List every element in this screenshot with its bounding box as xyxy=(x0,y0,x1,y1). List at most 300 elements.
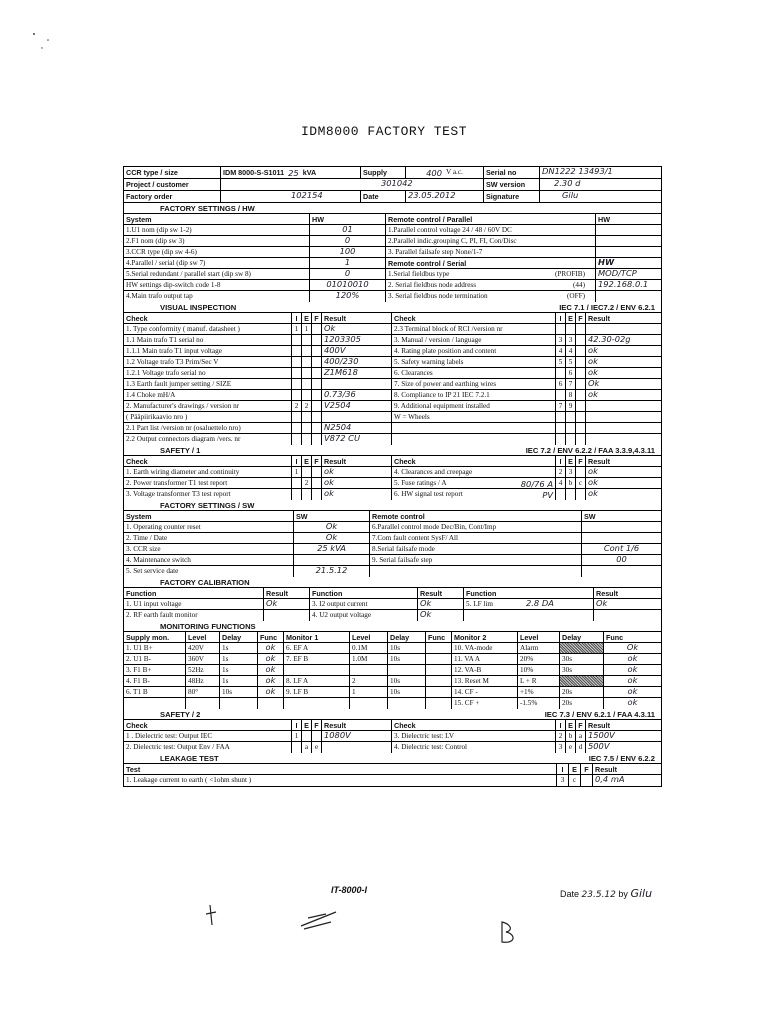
system-setting: 2.F1 nom (dip sw 3) xyxy=(124,236,310,246)
vis-f-2 xyxy=(576,346,586,356)
vis-e: 2 xyxy=(302,401,312,411)
vis-check-2: 7. Size of power and earthing wires xyxy=(392,379,556,389)
serial-value: DN1222 13493/1 xyxy=(542,167,613,176)
vis-result: 400V xyxy=(322,346,392,356)
mon-cell: 3. F1 B+ xyxy=(124,665,186,675)
mon-cell: 1s xyxy=(220,654,258,664)
saf1-i: 1 xyxy=(292,467,302,477)
vis-i-2 xyxy=(556,412,566,422)
signature-label: Signature xyxy=(484,191,540,202)
saf2-result: 1080V xyxy=(322,731,392,741)
leak-row xyxy=(124,775,661,786)
col-e: E xyxy=(569,764,581,774)
mon-cell: 2 xyxy=(350,676,388,686)
section-title: MONITORING FUNCTIONS xyxy=(160,621,256,631)
mon-cell: ok xyxy=(627,676,638,685)
mon-cell: 10s xyxy=(388,676,426,686)
sw-system: 4. Maintenance switch xyxy=(124,555,294,565)
col-e: E xyxy=(302,720,312,730)
function-2: 3. I2 output current xyxy=(310,599,418,609)
scribble-b xyxy=(496,918,526,948)
mon-cell: 30s xyxy=(560,665,604,675)
mon-cell: 420V xyxy=(186,643,220,653)
mon-cell: 20s xyxy=(560,687,604,697)
ccr-label: CCR type / size xyxy=(124,167,221,178)
vis-f xyxy=(312,401,322,411)
remote-hw-value: HW xyxy=(598,258,615,267)
vis-e-2: 5 xyxy=(566,357,576,367)
col-hw2: HW xyxy=(598,214,610,224)
mon-cell: 360V xyxy=(186,654,220,664)
system-setting: 5.Serial redundant / parallel start (dip sw 8) xyxy=(124,269,310,279)
col-check: Check xyxy=(392,313,556,323)
col-check: Check xyxy=(124,313,292,323)
saf1-result-2: ok xyxy=(588,478,598,487)
col-result: Result xyxy=(588,313,610,323)
saf1-i xyxy=(292,478,302,488)
section-title: SAFETY / 1 xyxy=(160,445,201,455)
leak-i: 3 xyxy=(557,775,569,786)
col-f: F xyxy=(312,313,322,323)
vis-row xyxy=(124,335,661,346)
saf1-i-2: 2 xyxy=(556,467,566,477)
remote-setting-label: 1.Parallel control voltage 24 / 48 / 60V DC xyxy=(388,225,512,234)
col-supply-mon-: Supply mon. xyxy=(124,632,186,642)
col-test: Test xyxy=(124,764,557,774)
vis-e-2 xyxy=(566,423,576,433)
col-system: System xyxy=(124,511,294,521)
vis-i xyxy=(292,379,302,389)
saf2-check: 1 . Dielectric test: Output IEC xyxy=(124,731,292,741)
sw-remote-value xyxy=(582,533,661,543)
vis-check: 1. Type conformity ( manuf. datasheet ) xyxy=(124,324,292,334)
sw-system: 3. CCR size xyxy=(124,544,294,554)
remote-setting xyxy=(386,280,596,290)
leak-f xyxy=(581,775,593,786)
saf2-result xyxy=(322,742,392,753)
vis-i-2 xyxy=(556,368,566,378)
mon-cell: ok xyxy=(258,687,284,697)
section-title: FACTORY CALIBRATION xyxy=(160,577,250,587)
remote-setting-note: (44) xyxy=(573,280,585,289)
mon-row xyxy=(124,643,661,654)
mon-header xyxy=(124,632,661,643)
mon-cell: 1s xyxy=(220,676,258,686)
vis-i-2: 6 xyxy=(556,379,566,389)
mon-cell xyxy=(350,698,388,709)
vis-f xyxy=(312,434,322,445)
mon-row xyxy=(124,665,661,676)
vis-row xyxy=(124,434,661,445)
saf1-result: ok xyxy=(322,489,392,500)
vis-i-2: 4 xyxy=(556,346,566,356)
vis-check: 2.2 Output connectors diagram /vers. nr xyxy=(124,434,292,445)
vis-row xyxy=(124,390,661,401)
col-e: E xyxy=(566,456,576,466)
sw-remote-value xyxy=(582,522,661,532)
mon-cell: ok xyxy=(627,654,638,663)
remote-setting xyxy=(386,291,596,302)
vis-check-2: 2.3 Terminal block of RCI /version nr xyxy=(392,324,556,334)
sw-remote: 8.Serial failsafe mode xyxy=(370,544,582,554)
system-setting: 4.Parallel / serial (dip sw 7) xyxy=(124,258,310,268)
col-result: Result xyxy=(595,764,617,774)
fs-hw-row xyxy=(124,258,661,269)
mon-cell: 10s xyxy=(220,687,258,697)
mon-cell: 1s xyxy=(220,643,258,653)
vis-result-2: Ok xyxy=(588,379,600,388)
mon-cell: 12. VA-B xyxy=(452,665,518,675)
saf2-check-2: 4. Dielectric test: Control xyxy=(392,742,556,753)
sw-version-value: 2.30 d xyxy=(554,179,581,188)
saf2-header xyxy=(124,720,661,731)
mon-cell: 10s xyxy=(388,687,426,697)
vis-result-2 xyxy=(586,401,661,411)
function-1: 2. RF earth fault monitor xyxy=(124,610,264,621)
mon-cell xyxy=(284,665,350,675)
supply-value: 400 xyxy=(426,167,442,178)
vis-f xyxy=(312,335,322,345)
sw-remote-value: Cont 1/6 xyxy=(603,544,640,553)
vis-f-2 xyxy=(576,379,586,389)
col-e: E xyxy=(566,720,576,730)
vis-i-2 xyxy=(556,434,566,445)
scribble-mark xyxy=(200,900,230,930)
mon-cell: 2. U1 B- xyxy=(124,654,186,664)
mon-cell: 13. Reset M xyxy=(452,676,518,686)
saf2-result-2: 500V xyxy=(588,742,610,751)
footer-date xyxy=(560,887,652,900)
remote-setting-label: 2. Serial fieldbus node address xyxy=(388,280,477,289)
fs-sw-row xyxy=(124,566,661,577)
saf2-e: a xyxy=(302,742,312,753)
vis-i xyxy=(292,423,302,433)
system-setting: 1.U1 nom (dip sw 1-2) xyxy=(124,225,310,235)
saf1-f-2 xyxy=(576,489,586,500)
col-level: Level xyxy=(186,632,220,642)
saf1-f xyxy=(312,478,322,488)
vis-result: Ok xyxy=(322,324,392,334)
col-e: E xyxy=(302,456,312,466)
remote-hw-value xyxy=(596,236,661,246)
vis-f-2 xyxy=(576,423,586,433)
mon-cell xyxy=(220,698,258,709)
mon-cell: 15. CF + xyxy=(452,698,518,709)
saf1-result: ok xyxy=(322,478,392,488)
vis-e-2 xyxy=(566,324,576,334)
vis-e-2: 8 xyxy=(566,390,576,400)
vis-f-2 xyxy=(576,434,586,445)
remote-hw-value xyxy=(596,247,661,257)
remote-hw-value xyxy=(596,291,661,302)
saf1-check-2 xyxy=(392,478,556,488)
sw-value xyxy=(294,555,370,565)
hw-value: 0 xyxy=(310,269,386,279)
section-title: VISUAL INSPECTION xyxy=(160,302,237,312)
ccr-cell xyxy=(221,167,361,178)
vis-result: Z1M618 xyxy=(322,368,392,378)
fs-hw-row xyxy=(124,247,661,258)
section-ref: IEC 7.2 / ENV 6.2.2 / FAA 3.3.9,4.3.11 xyxy=(525,445,655,455)
mon-cell xyxy=(560,676,604,686)
col-monitor-2: Monitor 2 xyxy=(452,632,518,642)
cal-row xyxy=(124,610,661,621)
section-ref: IEC 7.5 / ENV 6.2.2 xyxy=(588,753,655,763)
vis-check: 2.1 Part list /version nr (osaluettelo nro) xyxy=(124,423,292,433)
mon-cell: 10% xyxy=(518,665,560,675)
vis-e-2 xyxy=(566,412,576,422)
mon-cell xyxy=(426,687,452,697)
mon-cell: 6. T1 B xyxy=(124,687,186,697)
vis-result-2 xyxy=(586,423,661,433)
sw-value: 21.5.12 xyxy=(294,566,370,577)
vis-e xyxy=(302,346,312,356)
vis-result-2: ok xyxy=(588,357,598,366)
vis-result-2: ok xyxy=(588,368,598,377)
saf1-result-2: ok xyxy=(588,467,598,476)
fs-sw-row xyxy=(124,544,661,555)
sw-value: Ok xyxy=(294,533,370,543)
vis-row xyxy=(124,346,661,357)
vis-e-2: 4 xyxy=(566,346,576,356)
col-function: Function xyxy=(464,588,594,598)
hw-value: 120% xyxy=(310,291,386,302)
result-2: Ok xyxy=(418,599,464,609)
vis-check: 1.1 Main trafo T1 serial no xyxy=(124,335,292,345)
col-monitor-1: Monitor 1 xyxy=(284,632,350,642)
vis-i: 2 xyxy=(292,401,302,411)
vis-check-2: 5. Safety warning labels xyxy=(392,357,556,367)
mon-cell xyxy=(426,698,452,709)
saf2-e-2: b xyxy=(566,731,576,741)
mon-cell: -1.5% xyxy=(518,698,560,709)
footer-by-value: Gilu xyxy=(630,887,653,900)
vis-i xyxy=(292,434,302,445)
vis-e xyxy=(302,357,312,367)
scribble-signature xyxy=(296,904,346,934)
vis-check-2: W = Wheels xyxy=(392,412,556,422)
mon-cell xyxy=(350,665,388,675)
vis-row xyxy=(124,401,661,412)
col-delay: Delay xyxy=(220,632,258,642)
vis-e xyxy=(302,390,312,400)
saf2-e-2: e xyxy=(566,742,576,753)
vis-i-2: 5 xyxy=(556,357,566,367)
vis-i-2: 7 xyxy=(556,401,566,411)
section-title: SAFETY / 2 xyxy=(160,709,201,719)
sw-system: 2. Time / Date xyxy=(124,533,294,543)
mon-cell: ok xyxy=(258,643,284,653)
vis-e-2: 3 xyxy=(566,335,576,345)
project-label: Project / customer xyxy=(124,179,221,190)
mon-cell: ok xyxy=(627,665,638,674)
mon-cell: 10s xyxy=(388,654,426,664)
vis-e xyxy=(302,423,312,433)
mon-cell: 80° xyxy=(186,687,220,697)
leak-e: c xyxy=(569,775,581,786)
footer-date-label: Date xyxy=(560,889,580,899)
mon-cell xyxy=(426,676,452,686)
leak-header xyxy=(124,764,661,775)
mon-cell: 1 xyxy=(350,687,388,697)
vis-f xyxy=(312,390,322,400)
col-level: Level xyxy=(350,632,388,642)
saf1-f xyxy=(312,467,322,477)
fs-sw-row xyxy=(124,533,661,544)
col-level: Level xyxy=(518,632,560,642)
result-3 xyxy=(594,610,661,621)
col-result: Result xyxy=(596,588,618,598)
remote-setting xyxy=(386,247,596,257)
saf2-f xyxy=(312,731,322,741)
sw-remote-value: 00 xyxy=(616,555,627,564)
mon-cell: ok xyxy=(627,698,638,707)
header-row-2 xyxy=(124,179,661,191)
mon-cell xyxy=(124,698,186,709)
section-ref: IEC 7.1 / IEC7.2 / ENV 6.2.1 xyxy=(559,302,655,312)
mon-cell: +1% xyxy=(518,687,560,697)
section-leakage xyxy=(124,753,661,764)
col-delay: Delay xyxy=(560,632,604,642)
col-f: F xyxy=(576,720,586,730)
header-row-1 xyxy=(124,167,661,179)
col-check: Check xyxy=(392,720,556,730)
mon-cell: 9. LF B xyxy=(284,687,350,697)
saf1-f xyxy=(312,489,322,500)
order-value: 102154 xyxy=(221,191,361,202)
vis-e-2: 9 xyxy=(566,401,576,411)
vis-f-2 xyxy=(576,390,586,400)
document-title: IDM8000 FACTORY TEST xyxy=(300,124,468,139)
saf1-row xyxy=(124,478,661,489)
ccr-value: IDM 8000-S-S1011 xyxy=(223,167,285,177)
saf1-e xyxy=(302,467,312,477)
leak-result: 0,4 mA xyxy=(595,775,625,784)
col-result: Result xyxy=(588,456,610,466)
saf1-result: ok xyxy=(322,467,392,477)
mon-cell xyxy=(426,665,452,675)
vis-row xyxy=(124,357,661,368)
col-e: E xyxy=(302,313,312,323)
result-1 xyxy=(264,610,310,621)
mon-cell xyxy=(284,698,350,709)
saf1-check: 2. Power transformer T1 test report xyxy=(124,478,292,488)
system-setting: 3.CCR type (dip sw 4-6) xyxy=(124,247,310,257)
remote-hw-value xyxy=(596,225,661,235)
mon-cell: Ok xyxy=(626,643,639,652)
mon-cell: ok xyxy=(258,654,284,664)
sw-remote-value xyxy=(582,566,661,577)
mon-row xyxy=(124,676,661,687)
lf-value xyxy=(524,610,594,621)
result-1: Ok xyxy=(264,599,310,609)
vis-result-2: 42.30-02g xyxy=(588,335,631,344)
vis-f-2 xyxy=(576,368,586,378)
vis-e xyxy=(302,412,312,422)
vis-i: 1 xyxy=(292,324,302,334)
col-i: I xyxy=(556,456,566,466)
section-factory-calibration xyxy=(124,577,661,588)
fs-sw-header xyxy=(124,511,661,522)
vis-f xyxy=(312,379,322,389)
vis-f-2 xyxy=(576,335,586,345)
remote-setting xyxy=(386,236,596,246)
vis-result-2 xyxy=(586,434,661,445)
fs-hw-row xyxy=(124,280,661,291)
mon-cell: 1. U1 B+ xyxy=(124,643,186,653)
col-sw: SW xyxy=(294,511,370,521)
function-2: 4. U2 output voltage xyxy=(310,610,418,621)
vis-result: 400/230 xyxy=(322,357,392,367)
vis-result: V2504 xyxy=(322,401,392,411)
col-result: Result xyxy=(264,588,310,598)
mon-cell xyxy=(388,665,426,675)
hw-value: 0 xyxy=(310,236,386,246)
vis-check-2: 6. Clearances xyxy=(392,368,556,378)
vis-row xyxy=(124,368,661,379)
vis-i xyxy=(292,412,302,422)
saf2-row xyxy=(124,731,661,742)
vis-e xyxy=(302,335,312,345)
date-value: 23.05.2012 xyxy=(406,191,484,202)
vis-check: 1.4 Choke mH/A xyxy=(124,390,292,400)
mon-cell: 52Hz xyxy=(186,665,220,675)
mon-cell: ok xyxy=(258,676,284,686)
saf1-i xyxy=(292,489,302,500)
section-safety-2 xyxy=(124,709,661,720)
saf2-i xyxy=(292,742,302,753)
col-f: F xyxy=(576,456,586,466)
vis-i-2 xyxy=(556,390,566,400)
mon-row xyxy=(124,687,661,698)
sw-remote: 6.Parallel control mode Dec/Bin, Cont/Imp xyxy=(370,522,582,532)
vis-e-2: 7 xyxy=(566,379,576,389)
saf2-f-2: a xyxy=(576,731,586,741)
vis-result: V872 CU xyxy=(322,434,392,445)
saf2-e xyxy=(302,731,312,741)
vis-f-2 xyxy=(576,412,586,422)
saf1-e xyxy=(302,489,312,500)
vis-check: 1.2.1 Voltage trafo serial no xyxy=(124,368,292,378)
col-func: Func xyxy=(426,632,452,642)
sw-value: Ok xyxy=(294,522,370,532)
col-f: F xyxy=(576,313,586,323)
col-i: I xyxy=(556,313,566,323)
vis-i-2 xyxy=(556,423,566,433)
vis-check: 2. Manufacturer's drawings / version nr xyxy=(124,401,292,411)
sw-system: 5. Set service date xyxy=(124,566,294,577)
vis-f xyxy=(312,346,322,356)
section-title: LEAKAGE TEST xyxy=(160,753,219,763)
fs-hw-row xyxy=(124,291,661,302)
vis-check-2 xyxy=(392,423,556,433)
col-i: I xyxy=(292,456,302,466)
sw-remote: 9. Serial failsafe step xyxy=(370,555,582,565)
hw-signal-label: 6. HW signal test report xyxy=(394,489,463,498)
vis-f xyxy=(312,357,322,367)
remote-setting-label: 3. Parallel failsafe step None/1-7 xyxy=(388,247,483,256)
kva-label: kVA xyxy=(302,167,317,177)
result-2: Ok xyxy=(418,610,464,621)
remote-setting-label: Remote control / Serial xyxy=(388,258,467,268)
vis-i xyxy=(292,368,302,378)
fs-sw-row xyxy=(124,522,661,533)
vis-e xyxy=(302,368,312,378)
footer-date-value: 23.5.12 xyxy=(581,890,616,900)
date-label: Date xyxy=(361,191,406,202)
vis-check: 1.2 Voltage trafo T3 Prim/Sec V xyxy=(124,357,292,367)
col-hw: HW xyxy=(310,214,386,224)
